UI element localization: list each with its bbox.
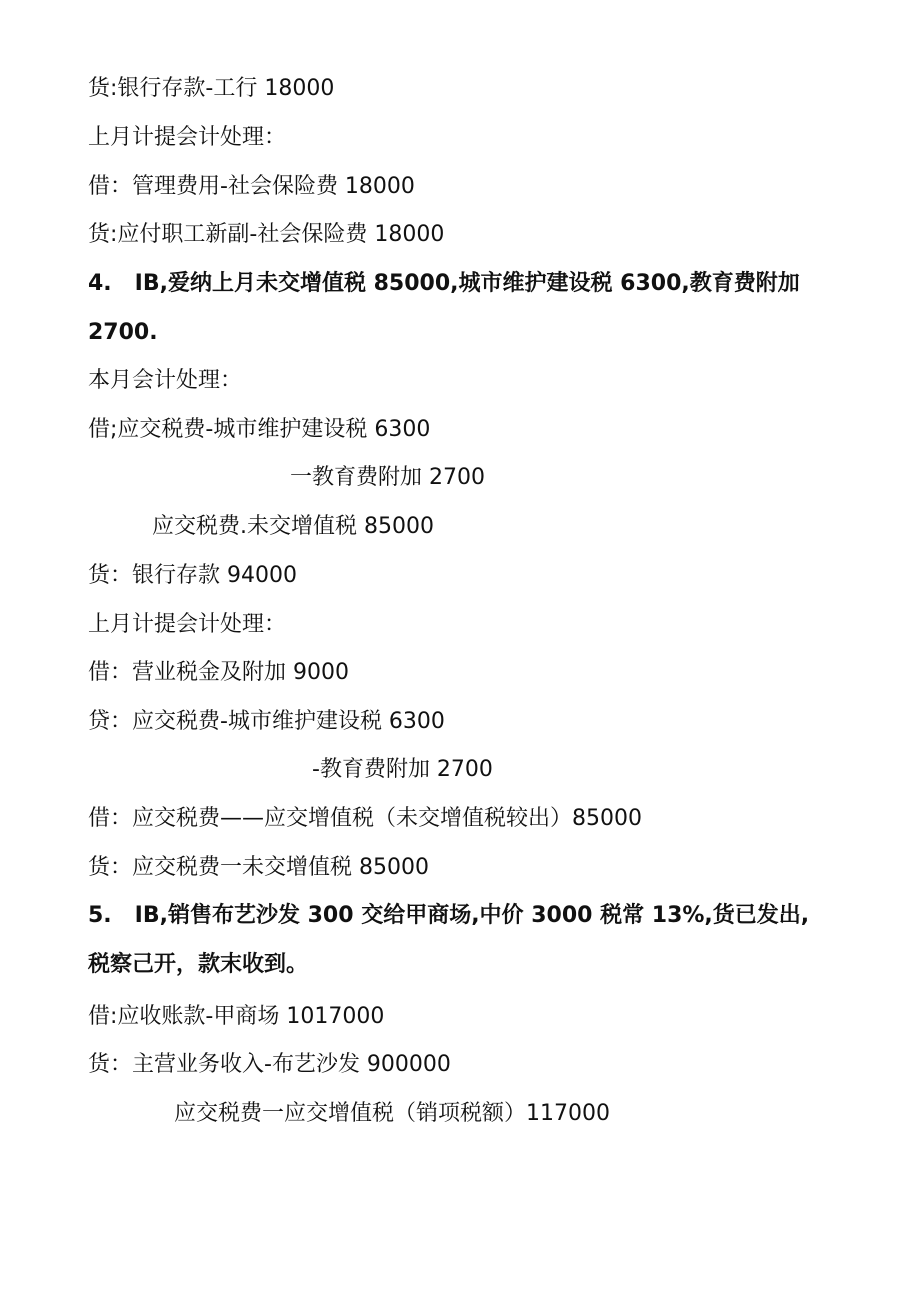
text-line: 借：管理费用-社会保险费 18000 [88, 174, 415, 199]
text-line: -教育费附加 2700 [312, 757, 493, 782]
text-line: 本月会计处理： [88, 368, 243, 393]
text-line: 一教育费附加 2700 [290, 465, 485, 490]
text-line: 货:银行存款-工行 18000 [88, 76, 335, 101]
text-line: 货：主营业务收入-布艺沙发 900000 [88, 1052, 451, 1077]
heading-line: 2700. [88, 320, 158, 345]
text-line: 货：银行存款 94000 [88, 563, 297, 588]
text-line: 借;应交税费-城市维护建设税 6300 [88, 417, 431, 442]
text-line: 上月计提会计处理： [88, 612, 287, 637]
text-line: 货：应交税费一未交增值税 85000 [88, 855, 429, 880]
text-line: 货:应付职工新副-社会保险费 18000 [88, 222, 445, 247]
heading-line: 5. IB,销售布艺沙发 300 交给甲商场,中价 3000 税常 13%,货已发出, [88, 903, 810, 928]
heading-line: 4. IB,爱纳上月未交增值税 85000,城市维护建设税 6300,教育费附加 [88, 271, 800, 296]
text-line: 借：应交税费——应交增值税（未交增值税较出）85000 [88, 806, 642, 831]
text-line: 应交税费一应交增值税（销项税额）117000 [174, 1101, 610, 1126]
text-line: 借：营业税金及附加 9000 [88, 660, 349, 685]
text-line: 借:应收账款-甲商场 1017000 [88, 1004, 385, 1029]
text-line: 贷：应交税费-城市维护建设税 6300 [88, 709, 445, 734]
heading-line: 税察己开，款末收到。 [88, 952, 309, 977]
text-line: 应交税费.未交增值税 85000 [152, 514, 434, 539]
text-line: 上月计提会计处理： [88, 125, 287, 150]
